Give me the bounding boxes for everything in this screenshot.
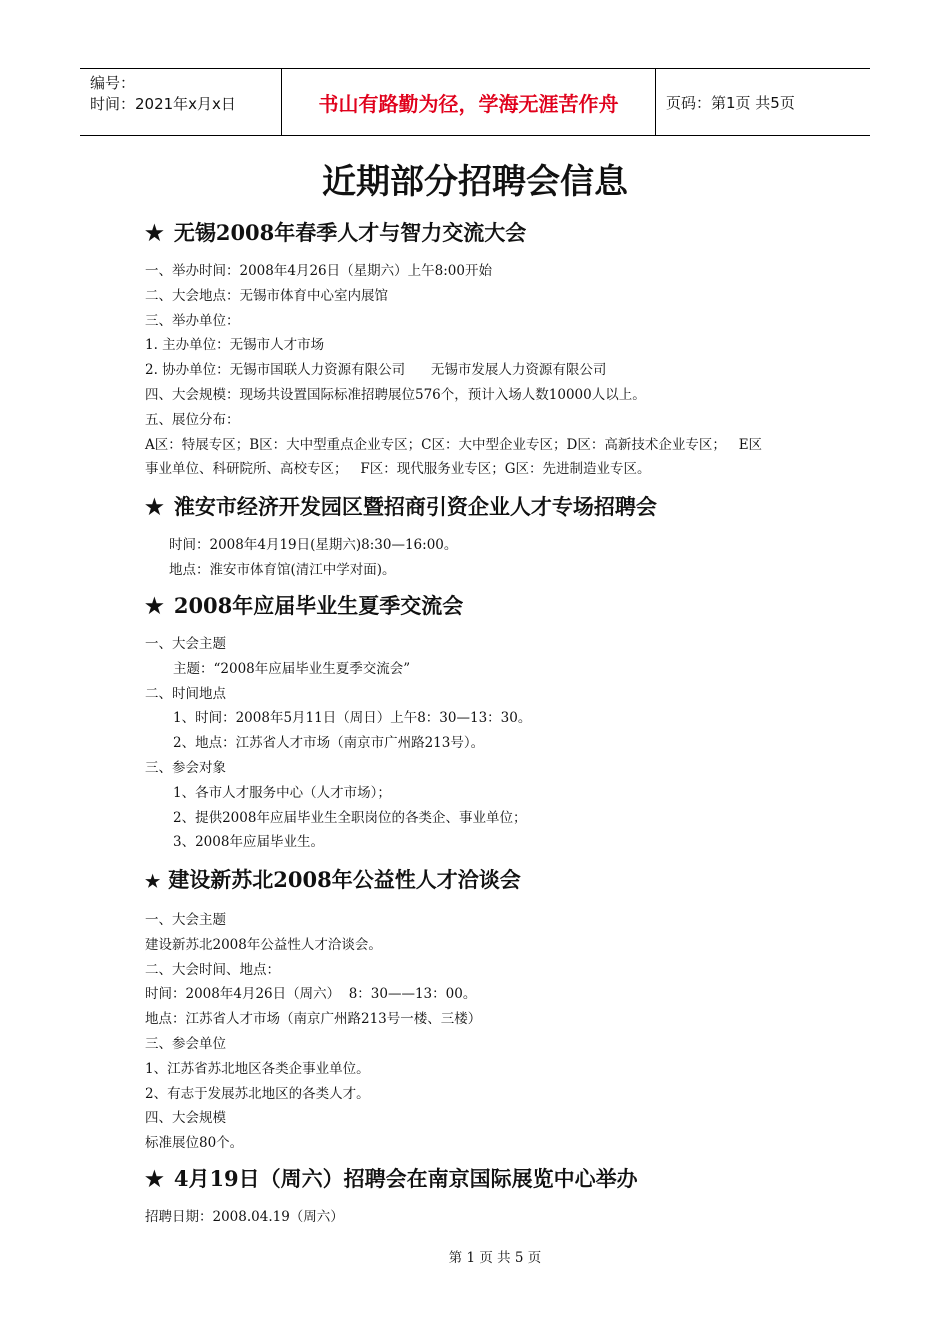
section-heading: ★ 2008年应届毕业生夏季交流会 [145, 593, 464, 618]
text-line: 事业单位、科研院所、高校专区； F区：现代服务业专区；G区：先进制造业专区。 [145, 461, 651, 478]
text-line: 1、各市人才服务中心（人才市场）； [173, 784, 391, 801]
header-meta [80, 69, 282, 135]
section-huaian-fair [145, 492, 657, 583]
page-footer: 第 1 页 共 5 页 [448, 1250, 542, 1266]
star-icon: ★ [145, 872, 161, 892]
header-page-number: 页码：第1页 共5页 [666, 93, 795, 112]
header-motto: 书山有路勤为径，学海无涯苦作舟 [282, 69, 656, 135]
section-heading: ★ 淮安市经济开发园区暨招商引资企业人才专场招聘会 [145, 494, 657, 519]
text-line: 地点：江苏省人才市场（南京广州路213号一楼、三楼） [145, 1011, 482, 1028]
text-line: 2、地点：江苏省人才市场（南京市广州路213号）。 [173, 735, 485, 752]
text-line: 一、大会主题 [145, 912, 226, 928]
text-line: 四、大会规模 [145, 1110, 226, 1127]
text-line: 1、江苏省苏北地区各类企事业单位。 [145, 1060, 370, 1077]
section-subei-fair [145, 865, 521, 1156]
text-line: 地点：淮安市体育馆(清江中学对面)。 [169, 561, 396, 578]
section-heading: ★ 4月19日（周六）招聘会在南京国际展览中心举办 [145, 1166, 638, 1191]
star-icon: ★ [145, 593, 164, 618]
text-line: 建设新苏北2008年公益性人才洽谈会。 [145, 936, 382, 953]
section-graduate-fair [145, 591, 531, 855]
section-heading: ★ 无锡2008年春季人才与智力交流大会 [145, 220, 527, 245]
text-line: 3、2008年应届毕业生。 [173, 834, 324, 851]
text-line: 五、展位分布： [145, 411, 240, 428]
document-date: 时间：2021年x月x日 [90, 95, 236, 113]
text-line: 招聘日期：2008.04.19（周六） [145, 1209, 344, 1225]
text-line: 三、参会对象 [145, 759, 226, 776]
document-header [80, 68, 870, 136]
text-line: 三、参会单位 [145, 1035, 226, 1052]
text-line: 四、大会规模：现场共设置国际标准招聘展位576个，预计入场人数10000人以上。 [145, 386, 646, 403]
text-line: 标准展位80个。 [145, 1135, 244, 1152]
text-line: 一、大会主题 [145, 636, 226, 652]
star-icon: ★ [145, 494, 164, 519]
text-line: 时间：2008年4月26日（周六） 8：30——13：00。 [145, 986, 477, 1003]
text-line: 主题：“2008年应届毕业生夏季交流会” [173, 660, 411, 677]
text-line: 二、时间地点 [145, 685, 226, 702]
text-line: 二、大会时间、地点： [145, 961, 280, 978]
text-line: 2、有志于发展苏北地区的各类人才。 [145, 1085, 370, 1102]
text-line: 2、提供2008年应届毕业生全职岗位的各类企、事业单位； [173, 809, 527, 826]
star-icon: ★ [145, 1166, 164, 1191]
text-line: 时间：2008年4月19日(星期六)8:30—16:00。 [169, 537, 458, 553]
text-line: 一、举办时间：2008年4月26日（星期六）上午8:00开始 [145, 263, 492, 279]
section-heading: ★ 建设新苏北2008年公益性人才洽谈会 [145, 867, 521, 892]
star-icon: ★ [145, 220, 164, 245]
text-line: 2. 协办单位：无锡市国联人力资源有限公司 无锡市发展人力资源有限公司 [145, 362, 607, 379]
document-number: 编号： [90, 74, 136, 92]
text-line: 1. 主办单位：无锡市人才市场 [145, 337, 325, 354]
section-nanjing-fair [145, 1164, 638, 1230]
section-wuxi-fair [145, 218, 762, 482]
text-line: 二、大会地点：无锡市体育中心室内展馆 [145, 287, 388, 304]
text-line: 三、举办单位： [145, 312, 240, 329]
text-line: 1、时间：2008年5月11日（周日）上午8：30—13：30。 [173, 710, 532, 727]
page-title: 近期部分招聘会信息 [322, 162, 628, 202]
text-line: A区：特展专区；B区：大中型重点企业专区；C区：大中型企业专区；D区：高新技术企业专区； E区 [145, 436, 763, 453]
